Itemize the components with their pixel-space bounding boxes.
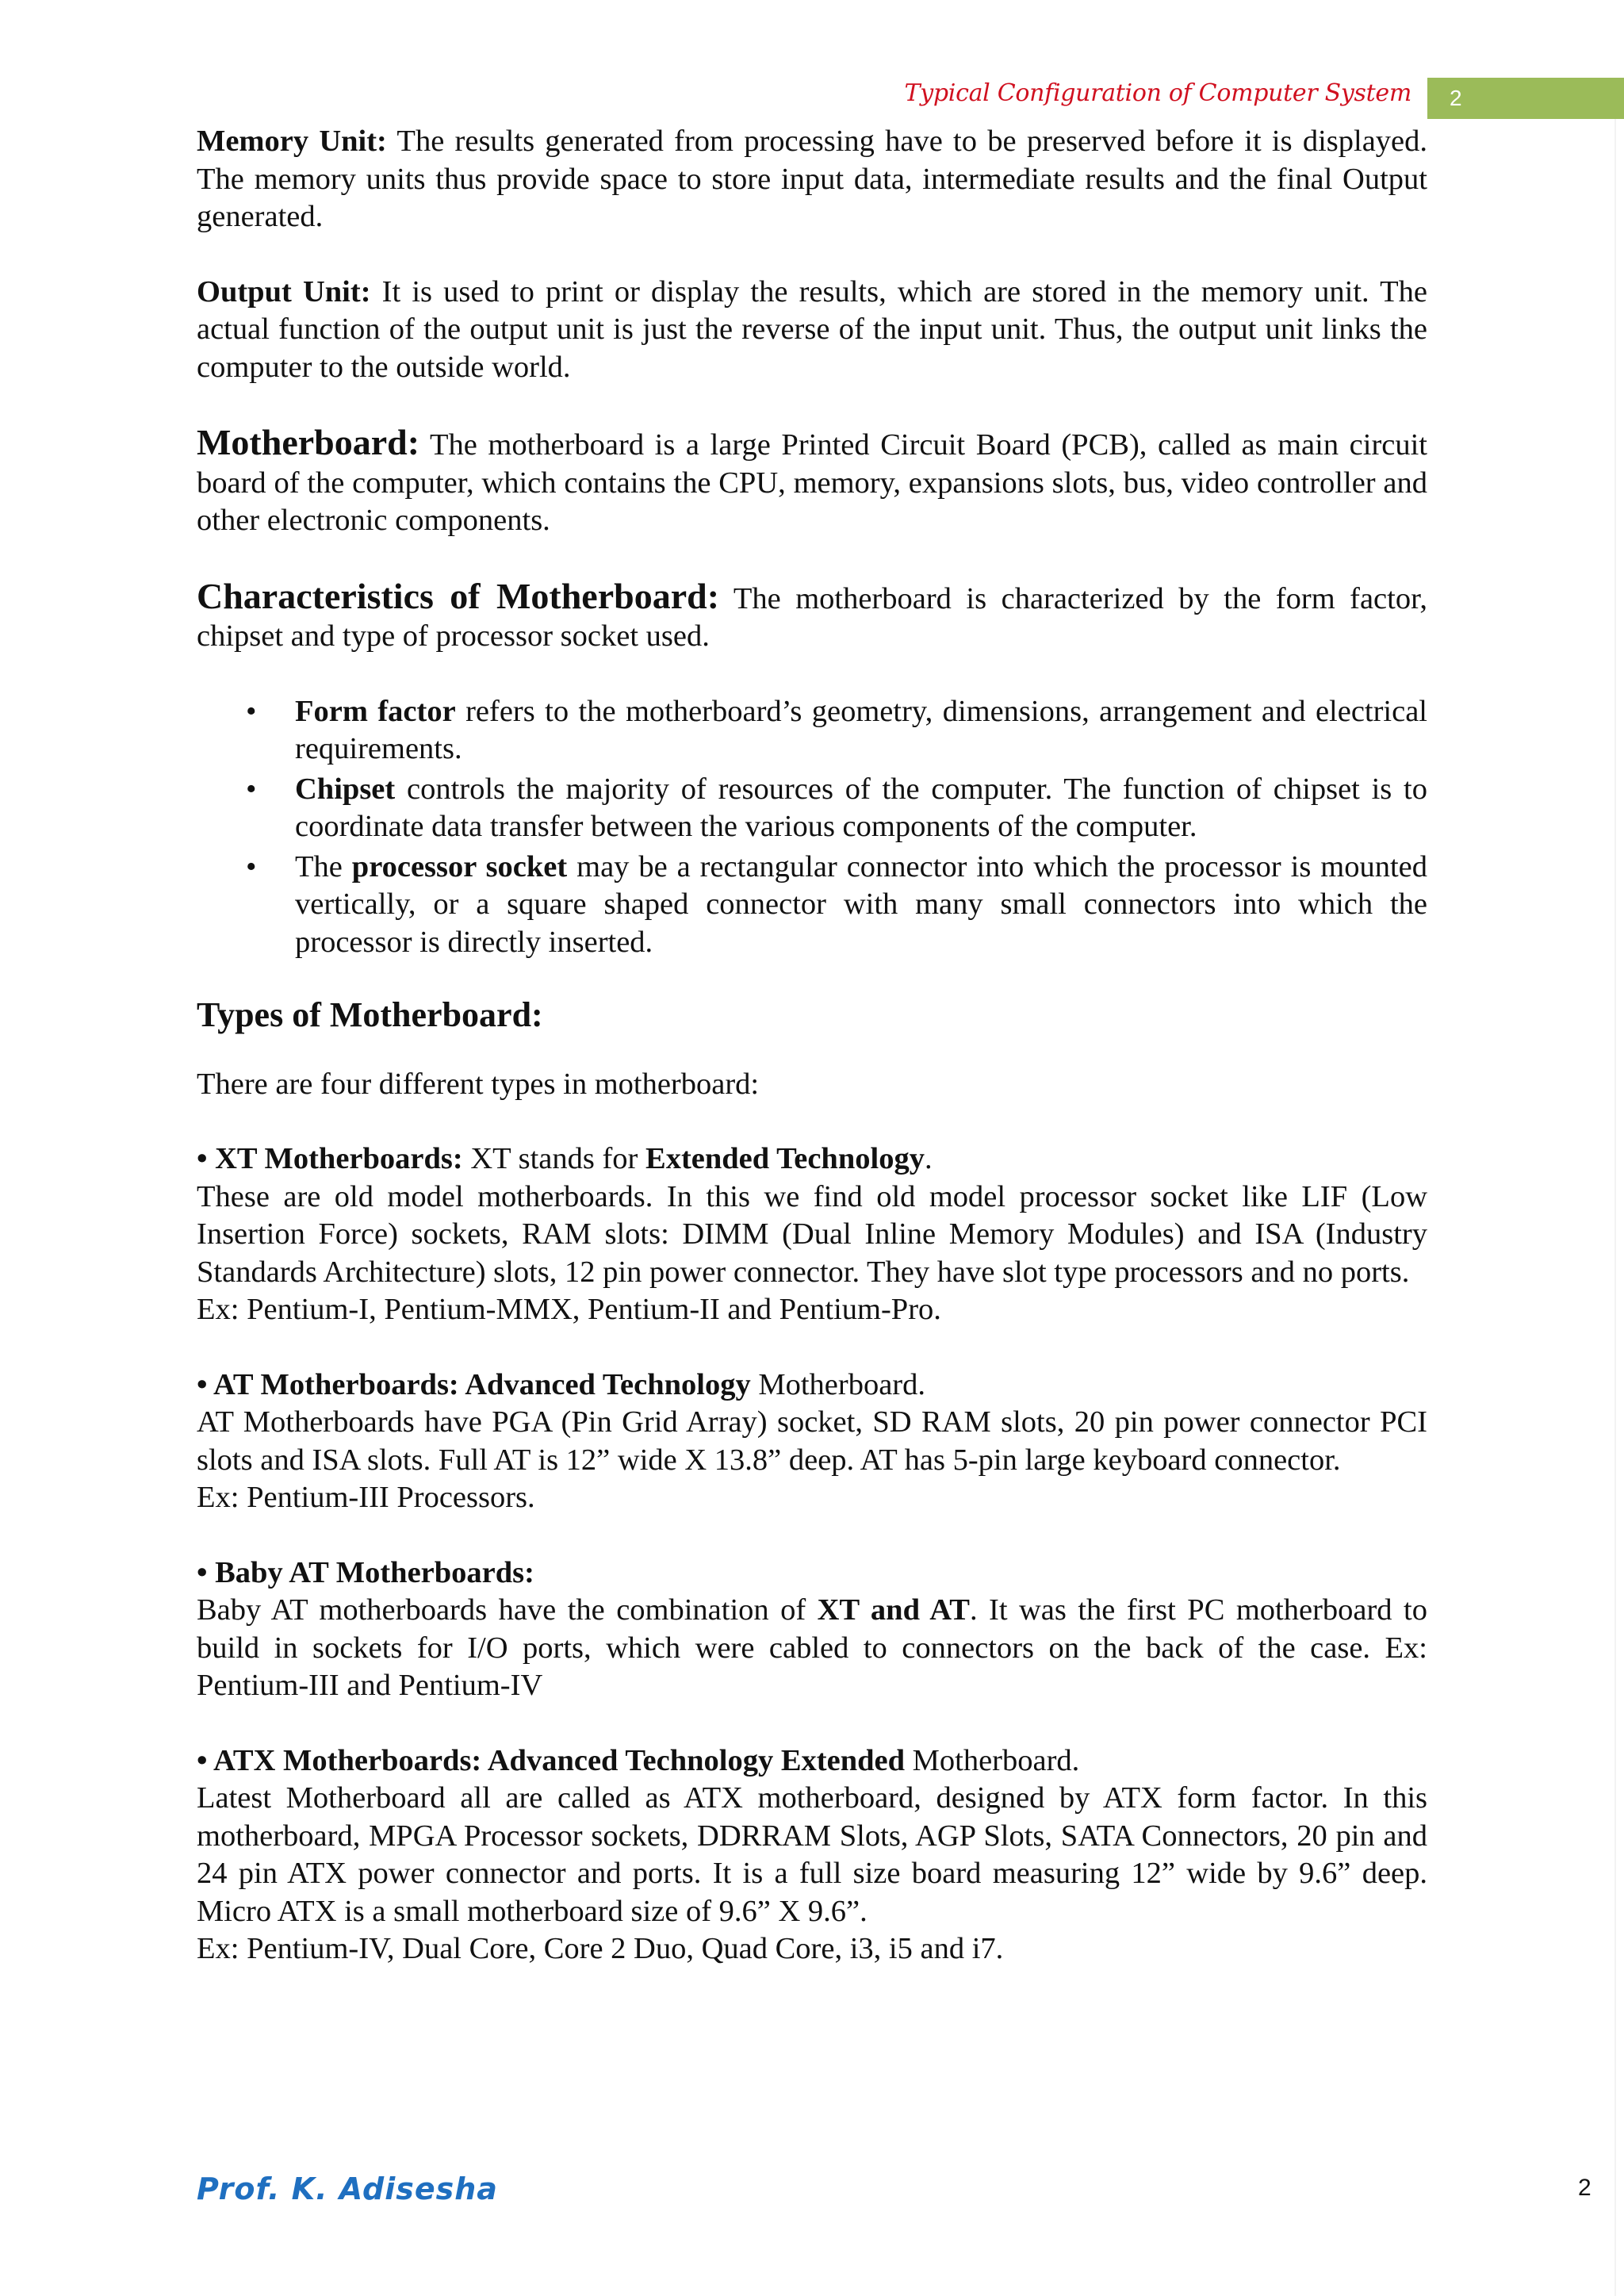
output-unit-paragraph [197,274,1427,387]
types-heading: Types of Motherboard: [197,995,543,1034]
at-label: AT Motherboards: Advanced Technology [213,1367,751,1401]
motherboard-heading: Motherboard: [197,422,420,462]
motherboard-text: The motherboard is a large Printed Circuit Board (PCB), called as main circuit board of the computer, which contains the CPU, memory, expansions slots, bus, video controller and other electronic components. [197,428,1427,537]
atx-label: ATX Motherboards: Advanced Technology Extended [213,1743,906,1777]
at-body: AT Motherboards have PGA (Pin Grid Array) socket, SD RAM slots, 20 pin power connector PCI slots and ISA slots. Full AT is 12” wide X 13.8” deep. AT has 5-pin large keyboard connector. [197,1405,1427,1477]
page-edge-line [1614,119,1616,2296]
atx-title-line: • ATX Motherboards: Advanced Technology Extended Motherboard. [197,1743,1080,1777]
baby-at-section [197,1554,1427,1705]
atx-section [197,1742,1427,1968]
output-unit-label: Output Unit: [197,274,371,309]
atx-example: Ex: Pentium-IV, Dual Core, Core 2 Duo, Quad Core, i3, i5 and i7. [197,1932,1004,1965]
list-item: • The processor socket may be a rectangular connector into which the processor is mounted vertically, or a square shaped connector with many small connectors into which the processor is directly inserted. [246,849,1428,959]
at-example: Ex: Pentium-III Processors. [197,1481,535,1514]
xt-and-at-term: XT and AT [817,1593,970,1627]
xt-extended-technology: Extended Technology [645,1142,925,1175]
list-item: • Chipset controls the majority of resources of the computer. The function of chipset is to coordinate data transfer between the various components of the computer. [246,772,1427,843]
baby-at-label: Baby AT Motherboards: [215,1555,534,1589]
baby-at-title-line: • Baby AT Motherboards: [197,1555,534,1589]
motherboard-paragraph [197,424,1427,540]
types-intro: There are four different types in motherboard: [197,1067,760,1101]
xt-body: These are old model motherboards. In this we find old model processor socket like LIF (Low Insertion Force) sockets, RAM slots: DIMM (Dual Inline Memory Modules) and ISA (Industry Standards Architecture) slots, 12 pin power connector. They have slot type processors and no ports. [197,1179,1427,1289]
baby-at-body: Baby AT motherboards have the combination of XT and AT. It was the first PC motherboard to build in sockets for I/O ports, which were cabled to connectors on the back of the case. Ex: Pentium-III and Pentium-IV [197,1593,1427,1702]
characteristics-heading: Characteristics of Motherboard: [197,575,720,616]
at-section [197,1366,1427,1517]
memory-unit-paragraph [197,123,1427,236]
form-factor-term: Form factor [295,694,456,728]
xt-title-line: • XT Motherboards: XT stands for Extended Technology. [197,1142,933,1175]
characteristics-paragraph [197,577,1427,656]
chipset-term: Chipset [295,772,396,806]
footer-author: Prof. K. Adisesha [197,2171,498,2206]
characteristics-text: The motherboard is characterized by the form factor, chipset and type of processor socket used. [197,581,1427,653]
bullet-icon: • [246,772,257,806]
xt-example: Ex: Pentium-I, Pentium-MMX, Pentium-II and Pentium-Pro. [197,1293,941,1326]
list-item: • Form factor refers to the motherboard’s geometry, dimensions, arrangement and electrical requirements. [246,694,1427,765]
xt-section [197,1140,1427,1329]
atx-body: Latest Motherboard all are called as ATX motherboard, designed by ATX form factor. In this motherboard, MPGA Processor sockets, DDRRAM Slots, AGP Slots, SATA Connectors, 20 pin and 24 pin ATX power connector and ports. It is a full size board measuring 12” wide by 9.6” deep. Micro ATX is a small motherboard size of 9.6” X 9.6”. [197,1781,1427,1928]
characteristics-list [197,693,1427,962]
memory-unit-text: The results generated from processing have to be preserved before it is displayed. The memory units thus provide space to store input data, intermediate results and the final Output generated. [197,125,1427,233]
bullet-icon: • [246,694,257,728]
memory-unit-label: Memory Unit: [197,125,387,158]
footer-page-number: 2 [1578,2175,1591,2201]
output-unit-text: It is used to print or display the results, which are stored in the memory unit. The actual function of the output unit is just the reverse of the input unit. Thus, the output unit links the computer to the outside world. [197,274,1427,384]
xt-label: XT Motherboards: [215,1142,463,1175]
running-header-title: Typical Configuration of Computer System [904,79,1411,107]
processor-socket-term: processor socket [351,849,568,884]
page-body [197,123,1427,1968]
header-page-tab: 2 [1427,78,1624,119]
at-title-line: • AT Motherboards: Advanced Technology Motherboard. [197,1367,925,1401]
bullet-icon: • [246,849,257,884]
